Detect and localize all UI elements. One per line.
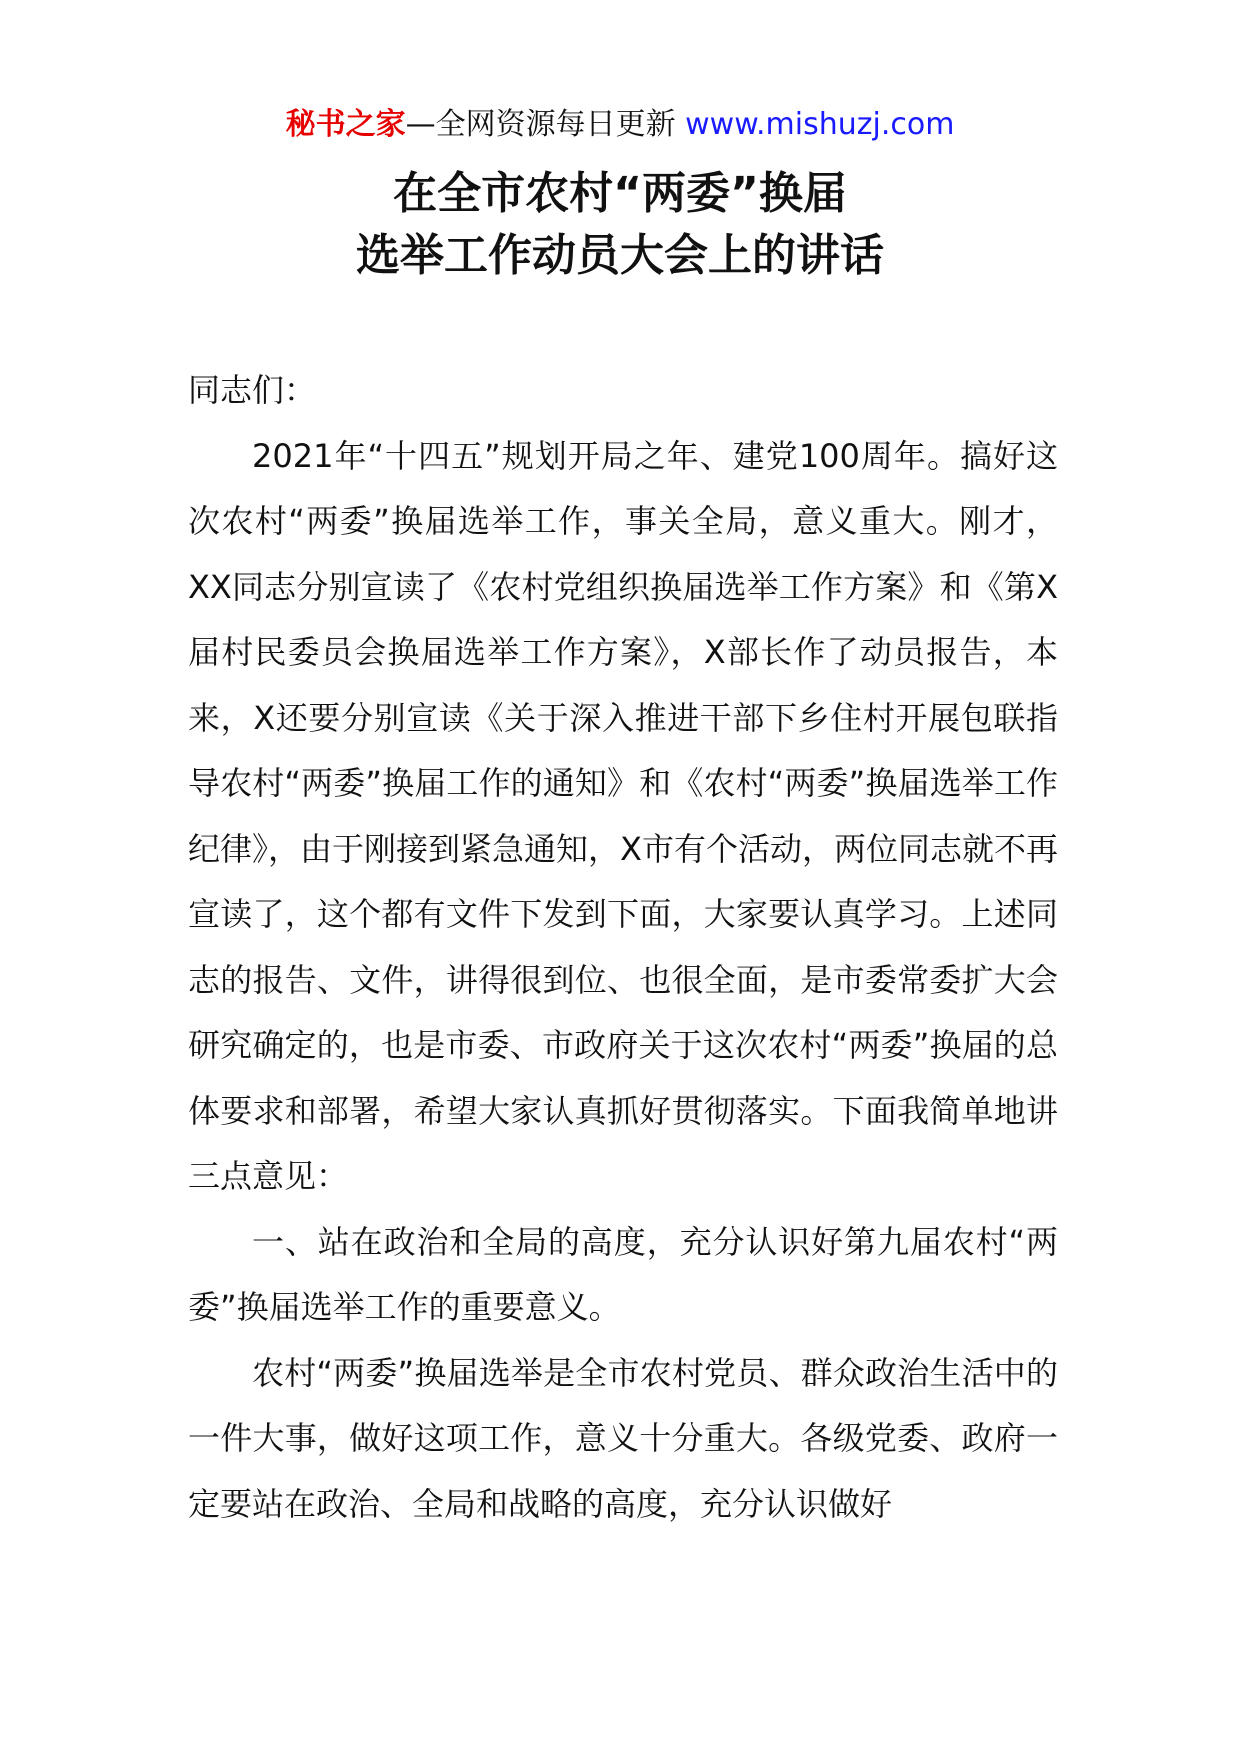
document-title <box>0 163 1240 287</box>
document-body <box>188 358 1058 1537</box>
salutation: 同志们： <box>188 371 317 409</box>
title-line-1: 在全市农村“两委”换届 <box>393 168 847 219</box>
site-tagline: —全网资源每日更新 <box>405 107 676 142</box>
paragraph-2: 农村“两委”换届选举是全市农村党员、群众政治生活中的一件大事，做好这项工作，意义十分重大。各级党委、政府一定要站在政治、全局和战略的高度，充分认识做好 <box>188 1353 1058 1523</box>
brand-name: 秘书之家 <box>285 107 406 142</box>
site-header <box>0 100 1240 150</box>
site-url[interactable]: www.mishuzj.com <box>685 107 955 142</box>
section-1-heading: 一、站在政治和全局的高度，充分认识好第九届农村“两委”换届选举工作的重要意义。 <box>188 1222 1058 1326</box>
title-line-2: 选举工作动员大会上的讲话 <box>356 230 884 281</box>
paragraph-1: 2021年“十四五”规划开局之年、建党100周年。搞好这次农村“两委”换届选举工作，事关全局，意义重大。刚才，XX同志分别宣读了《农村党组织换届选举工作方案》和《第X届村民委员会换届选举工作方案》，X部长作了动员报告，本来，X还要分别宣读《关于深入推进干部下乡住村开展包联指导农村“两委”换届工作的通知》和《农村“两委”换届选举工作纪律》，由于刚接到紧急通知，X市有个活动，两位同志就不再宣读了，这个都有文件下发到下面，大家要认真学习。上述同志的报告、文件，讲得很到位、也很全面，是市委常委扩大会研究确定的，也是市委、市政府关于这次农村“两委”换届的总体要求和部署，希望大家认真抓好贯彻落实。下面我简单地讲三点意见： <box>188 436 1058 1195</box>
